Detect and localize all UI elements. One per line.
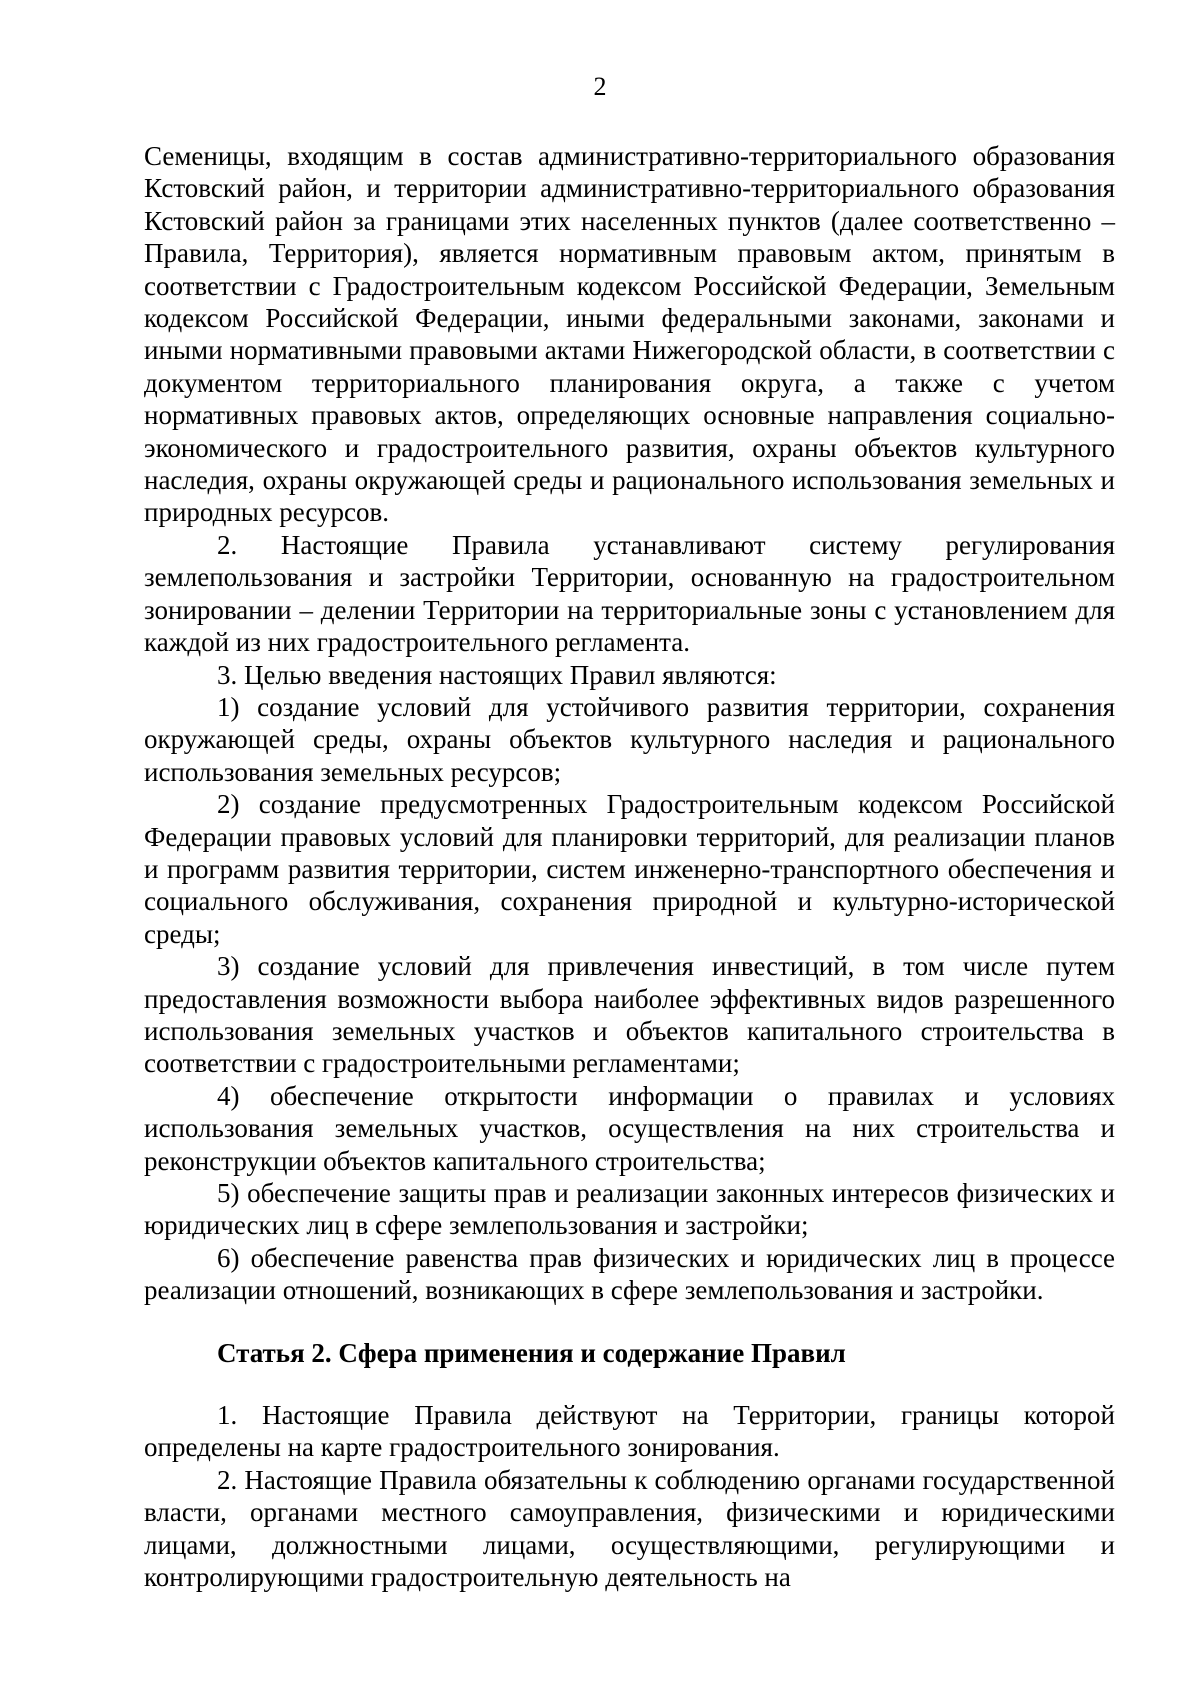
article-heading: Статья 2. Сфера применения и содержание Правил bbox=[217, 1337, 846, 1368]
list-item-6: 6) обеспечение равенства прав физических и юридических лиц в процессе реализации отношений, возникающих в сфере землепользования и застройки. bbox=[144, 1242, 1115, 1306]
paragraph-2: 2. Настоящие Правила устанавливают систему регулирования землепользования и застройки Территории, основанную на градостроительном зонировании – делении Территории на территориальные зоны с установлением для каждой из них градостроительного регламента. bbox=[144, 529, 1115, 658]
list-item-2: 2) создание предусмотренных Градостроительным кодексом Российской Федерации правовых условий для планировки территорий, для реализации планов и программ развития территории, систем инженерно-транспортного обеспечения и социального обслуживания, сохранения природной и культурно-исторической среды; bbox=[144, 789, 1115, 949]
document-body bbox=[144, 140, 1115, 1593]
list-item-4: 4) обеспечение открытости информации о правилах и условиях использования земельных участков, осуществления на них строительства и реконструкции объектов капитального строительства; bbox=[144, 1080, 1115, 1176]
list-item-3: 3) создание условий для привлечения инвестиций, в том числе путем предоставления возможности выбора наиболее эффективных видов разрешенного использования земельных участков и объектов капитального строительства в соответствии с градостроительными регламентами; bbox=[144, 951, 1115, 1079]
list-item-5: 5) обеспечение защиты прав и реализации законных интересов физических и юридических лиц в сфере землепользования и застройки; bbox=[144, 1178, 1115, 1241]
article-paragraph-2: 2. Настоящие Правила обязательны к соблюдению органами государственной власти, органами местного самоуправления, физическими и юридическими лицами, должностными лицами, осуществляющими, регулирующими и контролирующими градостроительную деятельность на bbox=[144, 1464, 1115, 1593]
page-number: 2 bbox=[593, 72, 607, 101]
article-paragraph-1: 1. Настоящие Правила действуют на Территории, границы которой определены на карте градостроительного зонирования. bbox=[144, 1400, 1115, 1463]
list-item-1: 1) создание условий для устойчивого развития территории, сохранения окружающей среды, охраны объектов культурного наследия и рационального использования земельных ресурсов; bbox=[144, 691, 1115, 787]
paragraph-3: 3. Целью введения настоящих Правил являются: bbox=[217, 659, 777, 690]
paragraph-intro: Семеницы, входящим в состав административно-территориального образования Кстовский район, и территории административно-территориального образования Кстовский район за границами этих населенных пунктов (далее соответственно – Правила, Территория), является нормативным правовым актом, принятым в соответствии с Градостроительным кодексом Российской Федерации, Земельным кодексом Российской Федерации, иными федеральными законами, законами и иными нормативными правовыми актами Нижегородской области, в соответствии с документом территориального планирования округа, а также с учетом нормативных правовых актов, определяющих основные направления социально-экономического и градостроительного развития, охраны объектов культурного наследия, охраны окружающей среды и рационального использования земельных и природных ресурсов. bbox=[144, 141, 1115, 528]
